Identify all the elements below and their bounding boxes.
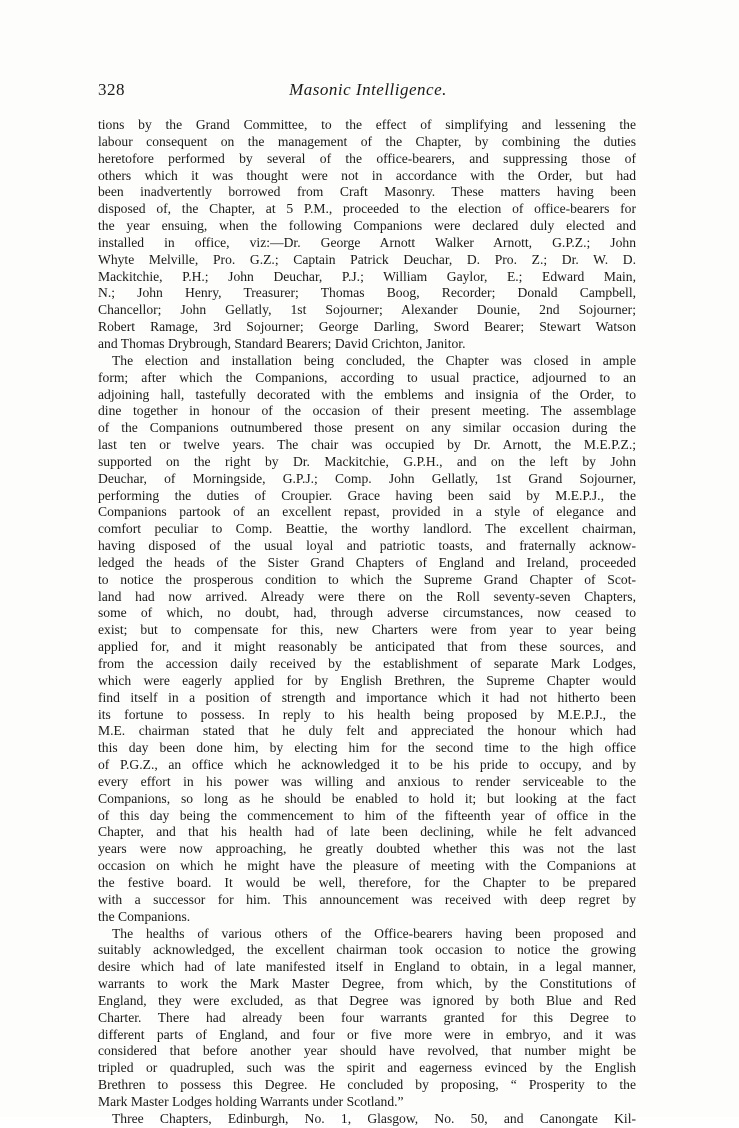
- text-line: labour consequent on the management of the Chapter, by combining the duties: [98, 133, 636, 149]
- text-line: Three Chapters, Edinburgh, No. 1, Glasgow, No. 50, and Canongate Kil-: [112, 1110, 636, 1126]
- text-line: Companions, so long as he should be enabled to hold it; but looking at the fact: [98, 790, 636, 806]
- text-line: performing the duties of Croupier. Grace having been said by M.E.P.J., the: [98, 487, 636, 503]
- text-line: find itself in a position of strength and importance which it had not hitherto been: [98, 689, 636, 705]
- text-line: applied for, and it might reasonably be anticipated that from these sources, and: [98, 639, 636, 655]
- text-line: its fortune to possess. In reply to his health being proposed by M.E.P.J., the: [98, 706, 636, 722]
- text-line: The election and installation being concluded, the Chapter was closed in ample: [112, 352, 636, 368]
- text-line: supported on the right by Dr. Mackitchie, G.P.H., and on the left by John: [98, 453, 636, 469]
- text-line: suitably acknowledged, the excellent chairman took occasion to notice the growing: [98, 942, 636, 958]
- text-line: form; after which the Companions, according to usual practice, adjourned to an: [98, 369, 636, 385]
- text-line: the Companions.: [98, 908, 191, 924]
- text-line: land had now arrived. Already were there on the Roll seventy-seven Chapters,: [98, 588, 636, 604]
- text-line: Whyte Melville, Pro. G.Z.; Captain Patrick Deuchar, D. Pro. Z.; Dr. W. D.: [98, 251, 636, 267]
- text-line: some of which, no doubt, had, through adverse circumstances, now ceased to: [98, 605, 636, 621]
- text-line: dine together in honour of the occasion of their present meeting. The assemblage: [98, 403, 636, 419]
- text-line: with a successor for him. This announcement was received with deep regret by: [98, 891, 636, 907]
- text-line: last ten or twelve years. The chair was occupied by Dr. Arnott, the M.E.P.Z.;: [98, 437, 636, 453]
- text-line: others which it was thought were not in accordance with the Order, but had: [98, 167, 636, 183]
- text-line: Chapter, and that his health had of late been declining, while he felt advanced: [98, 824, 636, 840]
- text-line: desire which had of late manifested itself in England to obtain, in a legal manner,: [98, 959, 636, 975]
- text-line: to notice the prosperous condition to which the Supreme Grand Chapter of Scot-: [98, 571, 636, 587]
- page-number: 328: [98, 80, 125, 99]
- text-line: considered that before another year should have revolved, that number might be: [98, 1043, 636, 1059]
- text-line: different parts of England, and four or five more were in embryo, and it was: [98, 1026, 636, 1042]
- text-line: ledged the heads of the Sister Grand Chapters of England and Ireland, proceeded: [98, 554, 636, 570]
- paragraph: [98, 1111, 636, 1128]
- text-line: heretofore performed by several of the office-bearers, and suppressing those of: [98, 150, 636, 166]
- text-line: tripled or quadrupled, such was the spirit and eagerness evinced by the English: [98, 1060, 636, 1076]
- text-line: of P.G.Z., an office which he acknowledged it to be his pride to occupy, and by: [98, 757, 636, 773]
- text-line: the year ensuing, when the following Companions were declared duly elected and: [98, 218, 636, 234]
- text-line: Mackitchie, P.H.; John Deuchar, P.J.; William Gaylor, E.; Edward Main,: [98, 268, 636, 284]
- text-line: comfort peculiar to Comp. Beattie, the worthy landlord. The excellent chairman,: [98, 521, 636, 537]
- text-line: M.E. chairman stated that he duly felt and appreciated the honour which had: [98, 723, 636, 739]
- article-body: [98, 117, 636, 1128]
- text-line: every effort in his power was willing and anxious to render serviceable to the: [98, 773, 636, 789]
- text-line: disposed of, the Chapter, at 5 P.M., proceeded to the election of office-bearers for: [98, 201, 636, 217]
- paragraph: [98, 353, 636, 926]
- text-line: Chancellor; John Gellatly, 1st Sojourner; Alexander Dounie, 2nd Sojourner;: [98, 302, 636, 318]
- text-line: The healths of various others of the Office-bearers having been proposed and: [112, 925, 636, 941]
- text-line: been inadvertently borrowed from Craft Masonry. These matters having been: [98, 184, 636, 200]
- page-header: [98, 80, 638, 102]
- paragraph: [98, 926, 636, 1111]
- text-line: England, they were excluded, as that Degree was ignored by both Blue and Red: [98, 992, 636, 1008]
- text-line: adjoining hall, tastefully decorated with the emblems and insignia of the Order, to: [98, 386, 636, 402]
- text-line: and Thomas Drybrough, Standard Bearers; David Crichton, Janitor.: [98, 335, 466, 351]
- text-line: years were now approaching, he greatly doubted whether this was not the last: [98, 841, 636, 857]
- text-line: of the Companions outnumbered those present on any similar occasion during the: [98, 420, 636, 436]
- text-line: occasion on which he might have the pleasure of meeting with the Companions at: [98, 858, 636, 874]
- paragraph: [98, 117, 636, 353]
- running-title: Masonic Intelligence.: [289, 80, 447, 99]
- text-line: from the accession daily received by the establishment of separate Mark Lodges,: [98, 656, 636, 671]
- text-line: Brethren to possess this Degree. He concluded by proposing, “ Prosperity to the: [98, 1077, 636, 1093]
- text-line: installed in office, viz:—Dr. George Arnott Walker Arnott, G.P.Z.; John: [98, 234, 636, 250]
- text-line: which were eagerly applied for by English Brethren, the Supreme Chapter would: [98, 672, 636, 688]
- text-line: Companions partook of an excellent repast, provided in a style of elegance and: [98, 504, 636, 520]
- text-line: Charter. There had already been four warrants granted for this Degree to: [98, 1009, 636, 1025]
- text-line: N.; John Henry, Treasurer; Thomas Boog, Recorder; Donald Campbell,: [98, 285, 636, 301]
- text-line: exist; but to compensate for this, new Charters were from year to year being: [98, 622, 636, 638]
- text-line: Robert Ramage, 3rd Sojourner; George Darling, Sword Bearer; Stewart Watson: [98, 319, 636, 335]
- text-line: tions by the Grand Committee, to the effect of simplifying and lessening the: [98, 117, 636, 132]
- text-line: this day been done him, by electing him for the second time to the high office: [98, 740, 636, 756]
- text-line: Mark Master Lodges holding Warrants under Scotland.”: [98, 1093, 404, 1109]
- text-line: of this day being the commencement to him of the fifteenth year of office in the: [98, 807, 636, 823]
- text-line: having disposed of the usual loyal and patriotic toasts, and fraternally acknow-: [98, 538, 636, 554]
- text-line: the festive board. It would be well, therefore, for the Chapter to be prepared: [98, 874, 636, 890]
- text-line: warrants to work the Mark Master Degree, from which, by the Constitutions of: [98, 976, 636, 992]
- text-line: Deuchar, of Morningside, G.P.J.; Comp. John Gellatly, 1st Grand Sojourner,: [98, 470, 636, 486]
